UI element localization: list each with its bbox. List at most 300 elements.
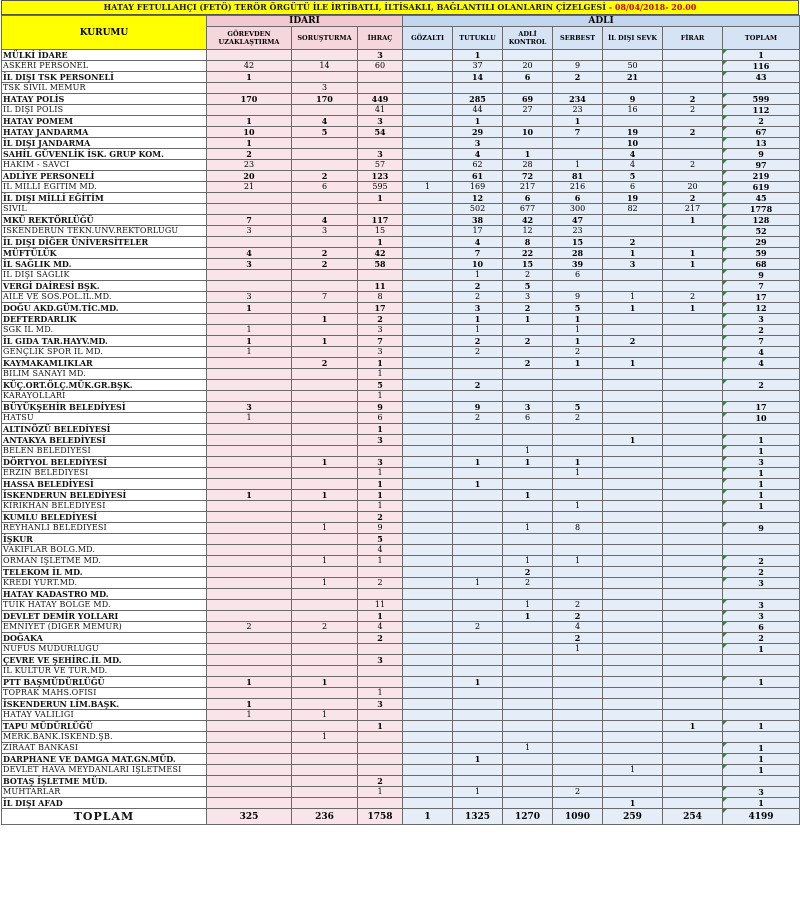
institution-name: BÜYÜKŞEHİR BELEDİYESİ <box>2 402 207 413</box>
value-cell <box>358 83 403 94</box>
table-row <box>2 721 800 732</box>
value-cell: 2 <box>503 336 553 347</box>
table-row <box>2 50 800 61</box>
table-row <box>2 710 800 721</box>
row-total-cell: 59 <box>723 248 800 259</box>
value-cell: 37 <box>453 61 503 72</box>
value-cell: 6 <box>503 413 553 424</box>
institution-name: SAHİL GÜVENLİK İSK. GRUP KOM. <box>2 149 207 160</box>
value-cell: 7 <box>292 292 358 303</box>
value-cell: 3 <box>358 699 403 710</box>
table-row <box>2 72 800 83</box>
table-row <box>2 732 800 743</box>
value-cell <box>207 523 292 534</box>
value-cell <box>663 732 723 743</box>
table-row <box>2 556 800 567</box>
value-cell: 9 <box>553 61 603 72</box>
value-cell <box>503 644 553 655</box>
value-cell <box>207 281 292 292</box>
value-cell <box>358 589 403 600</box>
header-ihrac: İHRAÇ <box>358 27 403 50</box>
value-cell: 1 <box>603 303 663 314</box>
value-cell <box>503 325 553 336</box>
value-cell: 1 <box>358 479 403 490</box>
value-cell <box>207 501 292 512</box>
value-cell <box>292 160 358 171</box>
value-cell <box>603 424 663 435</box>
value-cell: 57 <box>358 160 403 171</box>
table-row <box>2 248 800 259</box>
value-cell: 1 <box>503 149 553 160</box>
value-cell <box>553 435 603 446</box>
value-cell: 1 <box>358 391 403 402</box>
value-cell <box>603 633 663 644</box>
value-cell <box>603 402 663 413</box>
value-cell: 2 <box>453 336 503 347</box>
value-cell <box>292 72 358 83</box>
value-cell: 6 <box>553 270 603 281</box>
institution-name: ZİRAAT BANKASI <box>2 743 207 754</box>
value-cell <box>403 490 453 501</box>
value-cell <box>503 776 553 787</box>
institution-name: DÖRTYOL BELEDİYESİ <box>2 457 207 468</box>
row-total-cell: 3 <box>723 578 800 589</box>
value-cell <box>453 655 503 666</box>
value-cell <box>358 677 403 688</box>
row-total-cell: 1 <box>723 490 800 501</box>
value-cell <box>207 204 292 215</box>
value-cell <box>503 83 553 94</box>
value-cell: 1 <box>358 501 403 512</box>
value-cell: 3 <box>207 226 292 237</box>
row-total-cell: 6 <box>723 622 800 633</box>
value-cell: 2 <box>663 127 723 138</box>
table-row <box>2 622 800 633</box>
table-row <box>2 182 800 193</box>
value-cell: 28 <box>503 160 553 171</box>
table-row <box>2 754 800 765</box>
value-cell <box>207 193 292 204</box>
value-cell: 2 <box>292 259 358 270</box>
value-cell: 2 <box>292 171 358 182</box>
value-cell <box>453 798 503 809</box>
value-cell <box>663 556 723 567</box>
value-cell: 1 <box>207 325 292 336</box>
value-cell <box>663 50 723 61</box>
total-cell: 1325 <box>453 809 503 825</box>
value-cell: 23 <box>207 160 292 171</box>
value-cell <box>453 435 503 446</box>
value-cell: 1 <box>207 347 292 358</box>
value-cell: 1 <box>207 138 292 149</box>
value-cell: 5 <box>503 281 553 292</box>
value-cell: 9 <box>603 94 663 105</box>
value-cell <box>207 787 292 798</box>
value-cell <box>503 424 553 435</box>
table-row <box>2 512 800 523</box>
value-cell <box>292 655 358 666</box>
table-row <box>2 611 800 622</box>
value-cell <box>403 292 453 303</box>
value-cell: 2 <box>503 303 553 314</box>
value-cell: 2 <box>503 358 553 369</box>
value-cell <box>207 765 292 776</box>
value-cell: 1 <box>663 215 723 226</box>
value-cell: 1 <box>207 710 292 721</box>
value-cell <box>292 424 358 435</box>
value-cell <box>358 754 403 765</box>
value-cell <box>663 655 723 666</box>
value-cell: 1 <box>358 721 403 732</box>
value-cell <box>292 765 358 776</box>
value-cell <box>207 380 292 391</box>
value-cell <box>403 435 453 446</box>
value-cell <box>207 732 292 743</box>
value-cell: 1 <box>603 292 663 303</box>
value-cell: 170 <box>207 94 292 105</box>
row-total-cell: 1 <box>723 479 800 490</box>
value-cell <box>358 765 403 776</box>
value-cell: 1 <box>553 314 603 325</box>
institution-name: DOĞU AKD.GÜM.TİC.MD. <box>2 303 207 314</box>
value-cell <box>403 622 453 633</box>
value-cell <box>603 501 663 512</box>
table-row <box>2 215 800 226</box>
value-cell: 6 <box>503 193 553 204</box>
institution-name: KAYMAKAMLIKLAR <box>2 358 207 369</box>
institution-name: TSK SİVİL MEMUR <box>2 83 207 94</box>
value-cell <box>663 457 723 468</box>
header-row-groups <box>2 16 800 27</box>
value-cell <box>663 589 723 600</box>
value-cell: 2 <box>358 578 403 589</box>
row-total-cell: 29 <box>723 237 800 248</box>
value-cell <box>292 413 358 424</box>
value-cell: 1 <box>503 490 553 501</box>
value-cell <box>403 303 453 314</box>
row-total-cell: 112 <box>723 105 800 116</box>
value-cell: 1 <box>663 248 723 259</box>
value-cell <box>553 446 603 457</box>
table-row <box>2 490 800 501</box>
value-cell <box>207 600 292 611</box>
row-total-cell: 219 <box>723 171 800 182</box>
institution-name: TOPRAK MAHS.OFİSİ <box>2 688 207 699</box>
value-cell: 11 <box>358 600 403 611</box>
value-cell: 27 <box>503 105 553 116</box>
value-cell: 54 <box>358 127 403 138</box>
value-cell <box>603 369 663 380</box>
value-cell: 60 <box>358 61 403 72</box>
value-cell: 1 <box>358 193 403 204</box>
value-cell: 1 <box>503 314 553 325</box>
table-row <box>2 534 800 545</box>
value-cell: 1 <box>553 325 603 336</box>
value-cell: 2 <box>553 611 603 622</box>
value-cell: 3 <box>358 149 403 160</box>
value-cell <box>503 721 553 732</box>
value-cell <box>603 446 663 457</box>
value-cell: 2 <box>358 512 403 523</box>
table-row <box>2 545 800 556</box>
value-cell: 3 <box>358 347 403 358</box>
value-cell <box>663 776 723 787</box>
value-cell: 217 <box>663 204 723 215</box>
value-cell <box>292 479 358 490</box>
value-cell <box>403 787 453 798</box>
value-cell <box>663 644 723 655</box>
value-cell <box>663 402 723 413</box>
value-cell <box>503 655 553 666</box>
value-cell <box>663 391 723 402</box>
value-cell: 2 <box>663 193 723 204</box>
row-total-cell <box>723 83 800 94</box>
value-cell: 4 <box>603 160 663 171</box>
total-cell: 254 <box>663 809 723 825</box>
table-row <box>2 798 800 809</box>
value-cell: 15 <box>358 226 403 237</box>
value-cell: 10 <box>603 138 663 149</box>
value-cell <box>403 226 453 237</box>
value-cell <box>292 567 358 578</box>
value-cell <box>292 380 358 391</box>
value-cell: 2 <box>453 292 503 303</box>
value-cell: 1 <box>358 688 403 699</box>
value-cell: 2 <box>207 622 292 633</box>
total-cell: 1090 <box>553 809 603 825</box>
value-cell: 58 <box>358 259 403 270</box>
value-cell: 1 <box>292 336 358 347</box>
value-cell <box>603 743 663 754</box>
value-cell <box>503 369 553 380</box>
value-cell: 1 <box>207 336 292 347</box>
value-cell: 72 <box>503 171 553 182</box>
table-row <box>2 226 800 237</box>
value-cell <box>403 347 453 358</box>
value-cell <box>453 699 503 710</box>
value-cell <box>403 765 453 776</box>
value-cell <box>207 776 292 787</box>
value-cell: 10 <box>503 127 553 138</box>
value-cell <box>403 358 453 369</box>
value-cell: 4 <box>292 116 358 127</box>
value-cell: 7 <box>358 336 403 347</box>
value-cell: 2 <box>503 578 553 589</box>
value-cell: 1 <box>207 490 292 501</box>
institution-name: HATAY JANDARMA <box>2 127 207 138</box>
value-cell <box>292 798 358 809</box>
value-cell: 2 <box>292 358 358 369</box>
value-cell: 1 <box>453 677 503 688</box>
value-cell: 1 <box>453 457 503 468</box>
value-cell <box>603 380 663 391</box>
table-row <box>2 127 800 138</box>
value-cell: 2 <box>292 622 358 633</box>
value-cell <box>663 347 723 358</box>
value-cell: 1 <box>553 116 603 127</box>
value-cell: 1 <box>503 743 553 754</box>
value-cell <box>503 622 553 633</box>
value-cell <box>603 677 663 688</box>
table-row <box>2 457 800 468</box>
header-gozalti: GÖZALTI <box>403 27 453 50</box>
institution-name: İL DIŞI TSK PERSONELİ <box>2 72 207 83</box>
value-cell: 1 <box>292 578 358 589</box>
value-cell: 7 <box>207 215 292 226</box>
value-cell <box>292 435 358 446</box>
institution-name: ADLİYE PERSONELİ <box>2 171 207 182</box>
value-cell: 41 <box>358 105 403 116</box>
value-cell: 16 <box>603 105 663 116</box>
row-total-cell: 599 <box>723 94 800 105</box>
value-cell <box>663 369 723 380</box>
value-cell <box>663 600 723 611</box>
value-cell <box>553 721 603 732</box>
table-row <box>2 259 800 270</box>
value-cell <box>663 336 723 347</box>
row-total-cell: 1 <box>723 721 800 732</box>
row-total-cell: 1 <box>723 677 800 688</box>
value-cell <box>453 688 503 699</box>
value-cell <box>603 622 663 633</box>
title-main: HATAY FETULLAHÇI (FETÖ) TERÖR ÖRGÜTÜ İLE İRTİBATLI, İLTİSAKLI, BAĞLANTILI OLANLARIN ÇİZELGESİ <box>103 2 606 12</box>
value-cell <box>403 534 453 545</box>
row-total-cell: 3 <box>723 314 800 325</box>
row-total-cell <box>723 512 800 523</box>
value-cell: 1 <box>503 523 553 534</box>
row-total-cell: 68 <box>723 259 800 270</box>
value-cell: 2 <box>453 380 503 391</box>
value-cell <box>453 732 503 743</box>
value-cell: 2 <box>453 413 503 424</box>
table-row <box>2 655 800 666</box>
value-cell <box>453 391 503 402</box>
institution-name: MUHTARLAR <box>2 787 207 798</box>
row-total-cell: 1 <box>723 765 800 776</box>
value-cell <box>403 270 453 281</box>
value-cell <box>663 765 723 776</box>
institution-name: HATAY VALİLİĞİ <box>2 710 207 721</box>
value-cell <box>553 798 603 809</box>
row-total-cell <box>723 545 800 556</box>
value-cell: 62 <box>453 160 503 171</box>
value-cell <box>403 446 453 457</box>
institution-name: KIRIKHAN BELEDİYESİ <box>2 501 207 512</box>
value-cell <box>403 479 453 490</box>
value-cell: 3 <box>603 259 663 270</box>
value-cell <box>403 61 453 72</box>
row-total-cell: 619 <box>723 182 800 193</box>
table-row <box>2 138 800 149</box>
value-cell: 1 <box>603 798 663 809</box>
value-cell: 1 <box>553 556 603 567</box>
table-row <box>2 479 800 490</box>
institution-name: DEVLET DEMİR YOLLARI <box>2 611 207 622</box>
value-cell: 4 <box>453 149 503 160</box>
row-total-cell <box>723 424 800 435</box>
value-cell: 1 <box>358 490 403 501</box>
title-separator: - <box>605 2 615 12</box>
value-cell: 20 <box>503 61 553 72</box>
value-cell <box>603 589 663 600</box>
value-cell <box>292 699 358 710</box>
value-cell <box>503 798 553 809</box>
value-cell <box>603 556 663 567</box>
value-cell <box>603 644 663 655</box>
value-cell: 5 <box>292 127 358 138</box>
value-cell: 9 <box>453 402 503 413</box>
institution-name: TÜİK HATAY BÖLGE MD. <box>2 600 207 611</box>
value-cell: 1 <box>663 721 723 732</box>
value-cell: 1 <box>503 446 553 457</box>
value-cell: 2 <box>553 413 603 424</box>
value-cell <box>663 545 723 556</box>
value-cell: 4 <box>207 248 292 259</box>
value-cell: 1 <box>553 501 603 512</box>
value-cell <box>503 545 553 556</box>
value-cell <box>403 743 453 754</box>
value-cell <box>663 479 723 490</box>
value-cell <box>403 149 453 160</box>
value-cell <box>403 545 453 556</box>
value-cell <box>453 633 503 644</box>
value-cell <box>403 556 453 567</box>
row-total-cell: 9 <box>723 270 800 281</box>
value-cell <box>403 567 453 578</box>
value-cell: 5 <box>553 303 603 314</box>
value-cell <box>403 710 453 721</box>
value-cell: 6 <box>292 182 358 193</box>
institution-name: İL DIŞI JANDARMA <box>2 138 207 149</box>
value-cell: 1 <box>358 424 403 435</box>
value-cell <box>663 83 723 94</box>
total-cell: 259 <box>603 809 663 825</box>
value-cell <box>503 666 553 677</box>
value-cell: 10 <box>207 127 292 138</box>
value-cell <box>503 512 553 523</box>
row-total-cell: 12 <box>723 303 800 314</box>
value-cell <box>663 270 723 281</box>
value-cell <box>403 391 453 402</box>
value-cell: 502 <box>453 204 503 215</box>
row-total-cell <box>723 589 800 600</box>
institution-name: HATSU <box>2 413 207 424</box>
table-row <box>2 336 800 347</box>
institution-name: İL DIŞI DİĞER ÜNİVERSİTELER <box>2 237 207 248</box>
value-cell: 1 <box>207 72 292 83</box>
value-cell: 82 <box>603 204 663 215</box>
institution-name: MÜFTÜLÜK <box>2 248 207 259</box>
value-cell <box>503 479 553 490</box>
value-cell <box>603 270 663 281</box>
value-cell <box>603 567 663 578</box>
value-cell <box>403 193 453 204</box>
value-cell <box>292 138 358 149</box>
value-cell: 1 <box>358 369 403 380</box>
value-cell <box>292 369 358 380</box>
value-cell: 1 <box>603 358 663 369</box>
value-cell <box>403 501 453 512</box>
value-cell: 1 <box>453 325 503 336</box>
table-row <box>2 743 800 754</box>
value-cell <box>663 446 723 457</box>
value-cell <box>207 512 292 523</box>
row-total-cell <box>723 655 800 666</box>
value-cell <box>453 567 503 578</box>
table-row <box>2 171 800 182</box>
value-cell: 449 <box>358 94 403 105</box>
header-idari: İDARİ <box>207 16 403 27</box>
